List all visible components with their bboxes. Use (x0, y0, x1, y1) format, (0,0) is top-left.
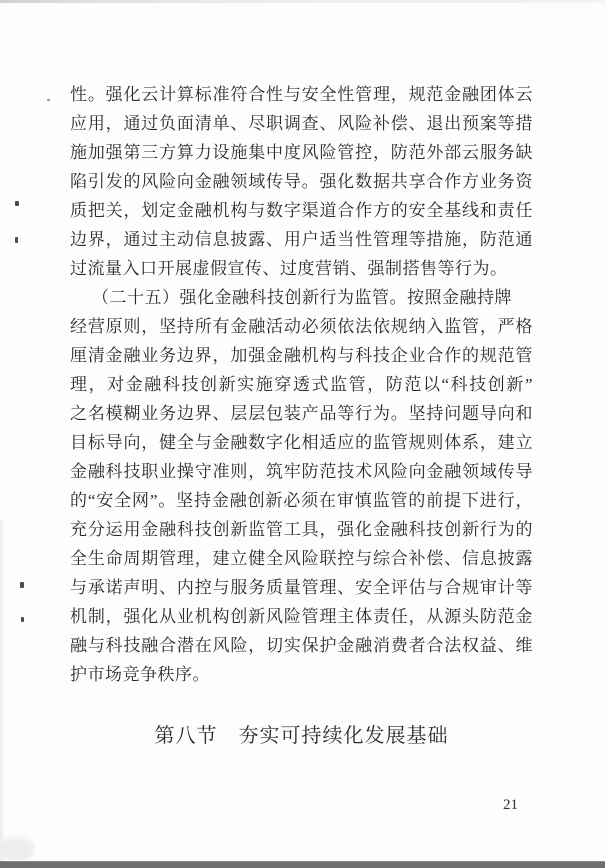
scan-speckle (47, 99, 50, 101)
text-line: 经营原则，坚持所有金融活动必须依法依规纳入监管，严格 (70, 317, 533, 336)
scan-edge-top (0, 0, 605, 3)
section-heading: 第八节 夯实可持续化发展基础 (154, 725, 449, 747)
scan-speckle (15, 237, 18, 243)
text-line: 护市场竞争秩序。 (70, 665, 210, 684)
scan-speckle (21, 617, 24, 622)
text-line: 质把关，划定金融机构与数字渠道合作方的安全基线和责任 (70, 201, 533, 220)
text-line: 的“安全网”。坚持金融创新必须在审慎监管的前提下进行， (70, 491, 533, 510)
scan-speckle (20, 582, 24, 588)
text-line: 应用，通过负面清单、尽职调查、风险补偿、退出预案等措 (70, 114, 533, 133)
text-line: 融与科技融合潜在风险，切实保护金融消费者合法权益、维 (70, 636, 533, 655)
text-line: 性。强化云计算标准符合性与安全性管理，规范金融团体云 (70, 85, 533, 104)
text-line: 目标导向，健全与金融数字化相适应的监管规则体系，建立 (70, 433, 533, 452)
document-body (70, 80, 533, 689)
text-line: 厘清金融业务边界，加强金融机构与科技企业合作的规范管 (70, 346, 533, 365)
text-line: 与承诺声明、内控与服务质量管理、安全评估与合规审计等 (70, 578, 533, 597)
text-line: 陷引发的风险向金融领域传导。强化数据共享合作方业务资 (70, 172, 533, 191)
text-line: 施加强第三方算力设施集中度风险管控，防范外部云服务缺 (70, 143, 533, 162)
scan-smudge (0, 838, 34, 860)
text-line: 边界，通过主动信息披露、用户适当性管理等措施，防范通 (70, 230, 533, 249)
text-line: 理，对金融科技创新实施穿透式监管，防范以“科技创新” (70, 375, 533, 394)
text-line: 充分运用金融科技创新监管工具，强化金融科技创新行为的 (70, 520, 533, 539)
text-line-paragraph-start: （二十五）强化金融科技创新行为监管。按照金融持牌 (92, 288, 512, 307)
page-number: 21 (503, 797, 518, 813)
text-line: 机制，强化从业机构创新风险管理主体责任，从源头防范金 (70, 607, 533, 626)
text-line: 之名模糊业务边界、层层包装产品等行为。坚持问题导向和 (70, 404, 533, 423)
scan-edge-bottom (0, 861, 605, 868)
scan-edge-left (0, 520, 6, 862)
text-line: 金融科技职业操守准则，筑牢防范技术风险向金融领域传导 (70, 462, 533, 481)
text-line: 过流量入口开展虚假宣传、过度营销、强制搭售等行为。 (70, 259, 508, 278)
scan-speckle (15, 201, 19, 206)
text-line: 全生命周期管理，建立健全风险联控与综合补偿、信息披露 (70, 549, 533, 568)
